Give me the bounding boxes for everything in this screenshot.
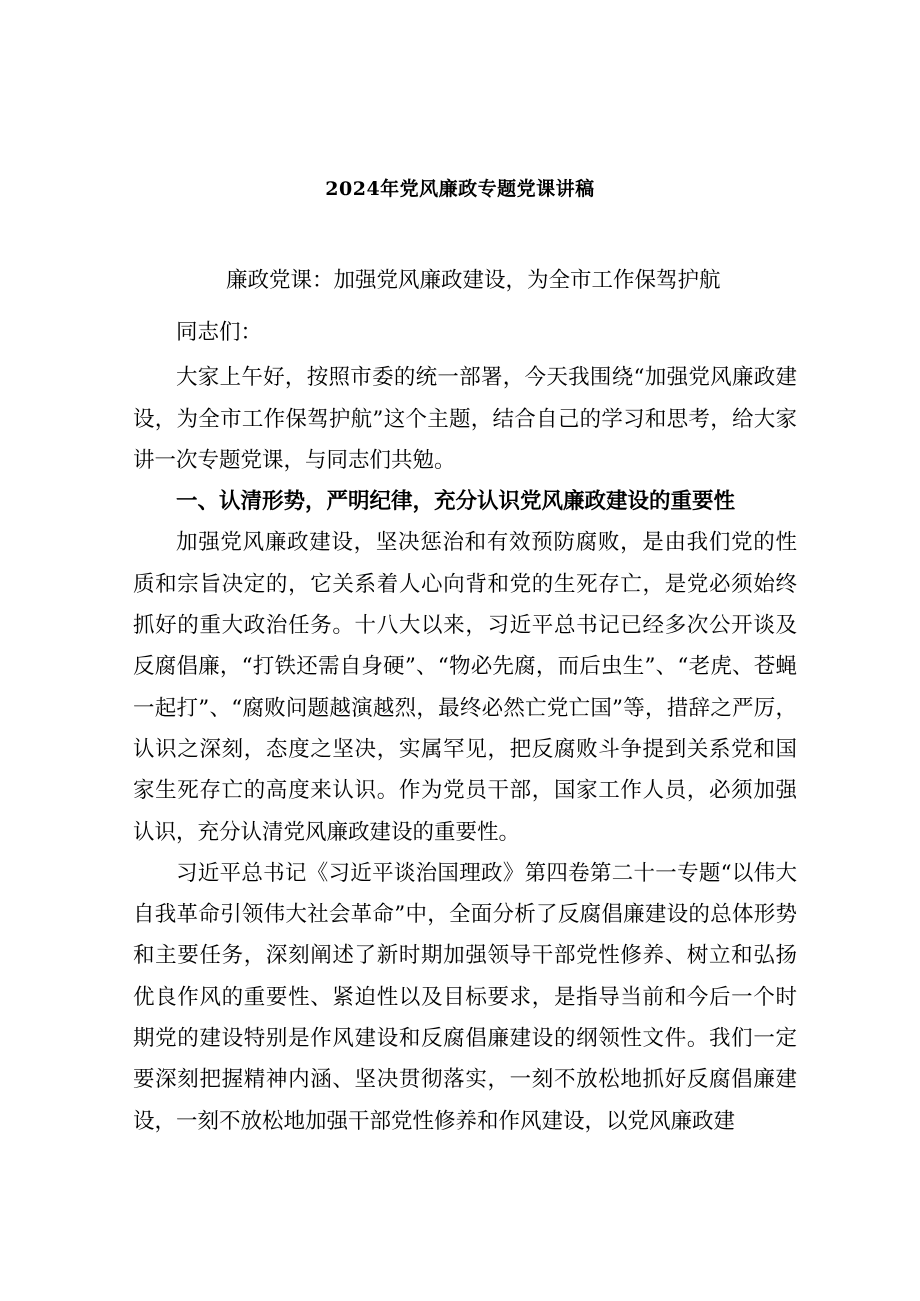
document-body xyxy=(133,310,797,1142)
paragraph-body-2: 习近平总书记《习近平谈治国理政》第四卷第二十一专题“以伟大自我革命引领伟大社会革命”中，全面分析了反腐倡廉建设的总体形势和主要任务，深刻阐述了新时期加强领导干部党性修养、树立和弘扬优良作风的重要性、紧迫性以及目标要求，是指导当前和今后一个时期党的建设特别是作风建设和反腐倡廉建设的纲领性文件。我们一定要深刻把握精神内涵、坚决贯彻落实，一刻不放松地抓好反腐倡廉建设，一刻不放松地加强干部党性修养和作风建设，以党风廉政建 xyxy=(133,860,797,1134)
document-subtitle: 廉政党课：加强党风廉政建设，为全市工作保驾护航 xyxy=(226,268,721,293)
page-title: 2024年党风廉政专题党课讲稿 xyxy=(325,178,595,200)
greeting: 同志们： xyxy=(176,320,263,345)
section-heading-1: 一、认清形势，严明纪律，充分认识党风廉政建设的重要性 xyxy=(176,489,736,515)
paragraph-body-1: 加强党风廉政建设，坚决惩治和有效预防腐败，是由我们党的性质和宗旨决定的，它关系着人心向背和党的生死存亡，是党必须始终抓好的重大政治任务。十八大以来，习近平总书记已经多次公开谈及反腐倡廉，“打铁还需自身硬”、“物必先腐，而后虫生”、“老虎、苍蝇一起打”、“腐败问题越演越烈，最终必然亡党亡国”等，措辞之严厉，认识之深刻，态度之坚决，实属罕见，把反腐败斗争提到关系党和国家生死存亡的高度来认识。作为党员干部，国家工作人员，必须加强认识，充分认清党风廉政建设的重要性。 xyxy=(133,530,797,845)
paragraph-intro: 大家上午好，按照市委的统一部署，今天我围绕“加强党风廉政建设，为全市工作保驾护航”这个主题，结合自己的学习和思考，给大家讲一次专题党课，与同志们共勉。 xyxy=(133,365,797,473)
